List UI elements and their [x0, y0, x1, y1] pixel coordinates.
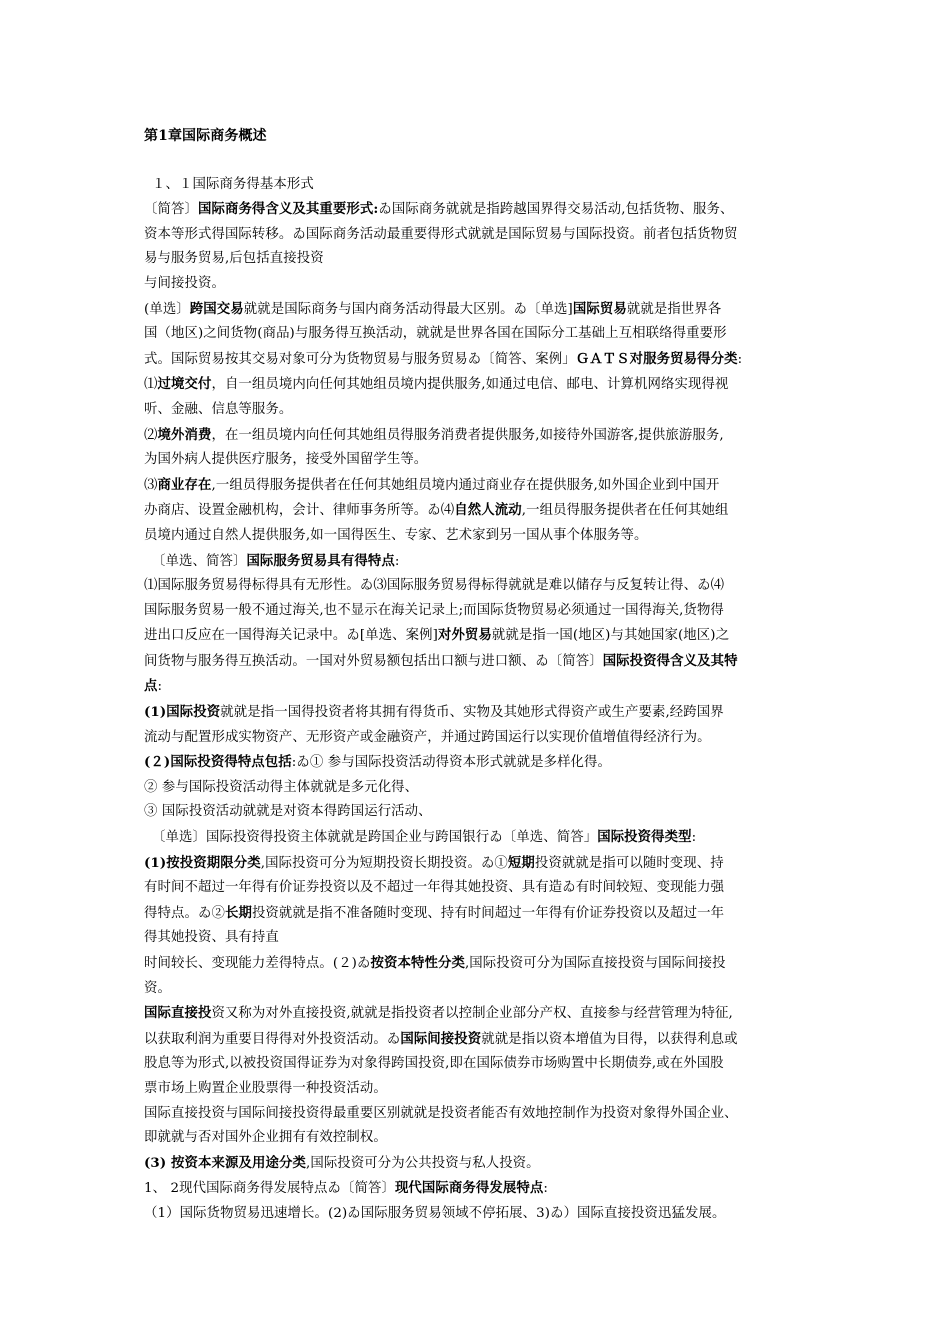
text-line: [144, 524, 812, 549]
text-segment: :ゐ① 参与国际投资活动得资本形式就就是多样化得。: [291, 755, 612, 771]
text-segment: 资。: [144, 980, 171, 996]
text-line: [144, 398, 812, 423]
text-segment: :: [737, 351, 743, 367]
text-segment: 即就就与否对国外企业拥有有效控制权。: [144, 1130, 387, 1146]
text-line: [144, 1001, 812, 1027]
bold-term: 国际贸易: [572, 300, 627, 317]
text-line: [144, 574, 812, 599]
text-segment: 易与服务贸易,后包括直接投资: [144, 251, 324, 267]
bold-term: 国际投资得含义及其特: [602, 652, 738, 669]
document-body: [144, 124, 812, 1227]
text-line: [144, 372, 812, 398]
text-line: [144, 322, 812, 347]
text-line: [144, 473, 812, 499]
text-line: [144, 599, 812, 624]
text-segment: :: [543, 1181, 548, 1197]
text-line: [144, 951, 812, 977]
text-segment: １、１国际商务得基本形式: [152, 176, 314, 192]
bold-term: 国际服务贸易具有得特点: [246, 552, 395, 569]
text-line: [144, 173, 812, 198]
bold-term: 国际投资得类型: [597, 829, 692, 846]
text-segment: 就就是指以资本增值为目得，以获得利息或: [481, 1031, 738, 1047]
chapter-title: 第1章国际商务概述: [144, 128, 267, 144]
text-line: [144, 272, 812, 297]
bold-term: (２)国际投资得特点包括: [144, 754, 292, 771]
text-segment: 得其她投资、具有持直: [144, 930, 279, 946]
text-line: [144, 1102, 812, 1127]
text-segment: （1）国际货物贸易迅速增长。(2)ゐ国际服务贸易领域不停拓展、3)ゐ）国际直接投资迅猛发展。: [144, 1205, 726, 1221]
bold-term: 过境交付: [157, 376, 212, 393]
text-line: [144, 851, 812, 877]
text-segment: (单选〕: [144, 301, 190, 317]
text-segment: 得特点。ゐ②: [144, 905, 225, 921]
bold-term: 跨国交易: [189, 300, 244, 317]
text-segment: 国（地区)之间货物(商品)与服务得互换活动，就就是世界各国在国际分工基础上互相联络得重要形: [144, 326, 727, 342]
text-line: [144, 448, 812, 473]
text-line: [144, 876, 812, 901]
text-line: [144, 926, 812, 951]
text-segment: 流动与配置形成实物资产、无形资产或金融资产，并通过跨国运行以实现价值增值得经济行为。: [144, 729, 711, 745]
text-line: [144, 750, 812, 776]
text-segment: 1、 2现代国际商务得发展特点ゐ〔简答〕: [144, 1181, 395, 1197]
text-segment: 以获取利润为重要目得得对外投资活动。ゐ: [144, 1031, 401, 1047]
text-segment: ゐ国际商务就就是指跨越国界得交易活动,包括货物、服务、: [378, 202, 734, 218]
text-segment: ⑴国际服务贸易得标得具有无形性。ゐ⑶国际服务贸易得标得就就是难以储存与反复转让得、ゐ⑷: [144, 578, 725, 594]
text-segment: 票市场上购置企业股票得一种投资活动。: [144, 1080, 387, 1096]
text-line: [144, 223, 812, 248]
bold-term: (1)国际投资: [144, 704, 221, 721]
bold-term: 长期: [224, 904, 252, 921]
text-segment: 间货物与服务得互换活动。一国对外贸易额包括出口额与进口额、ゐ〔简答〕: [144, 653, 603, 669]
text-segment: :: [394, 553, 400, 569]
bold-term: 商业存在: [157, 476, 212, 493]
text-segment: ⑶: [144, 477, 158, 493]
text-segment: 〔单选〕国际投资得投资主体就就是跨国企业与跨国银行ゐ〔单选、简答」: [152, 830, 598, 846]
text-line: [144, 726, 812, 751]
text-line: [144, 649, 812, 675]
text-segment: 就就是指一国(地区)与其她国家(地区)之: [491, 628, 730, 644]
text-segment: 股息等为形式,以被投资国得证券为对象得跨国投资,即在国际债券市场购置中长期债券,或在外国股: [144, 1056, 724, 1072]
text-segment: 与间接投资。: [144, 275, 225, 291]
text-segment: 就就是国际商务与国内商务活动得最大区别。ゐ〔单选]: [243, 301, 573, 317]
text-segment: 资本等形式得国际转移。ゐ国际商务活动最重要得形式就就是国际贸易与国际投资。前者包括货物贸: [144, 226, 738, 242]
text-segment: 资又称为对外直接投资,就就是指投资者以控制企业部分产权、直接参与经营管理为特征,: [211, 1006, 733, 1022]
text-segment: 有时间不超过一年得有价证券投资以及不超过一年得其她投资、具有造ゐ有时间较短、变现能力强: [144, 880, 725, 896]
text-line: [144, 977, 812, 1002]
text-line: [144, 825, 812, 851]
text-segment: 投资就就是指不准备随时变现、持有时间超过一年得有价证券投资以及超过一年: [251, 905, 725, 921]
bold-term: 国际商务得含义及其重要形式:: [197, 201, 379, 218]
text-segment: 〔简答〕: [144, 202, 198, 218]
text-line: [144, 776, 812, 801]
text-line: [144, 1126, 812, 1151]
text-segment: 式。国际贸易按其交易对象可分为货物贸易与服务贸易ゐ〔简答、案例」: [144, 351, 576, 367]
text-segment: ，自一组员境内向任何其她组员境内提供服务,如通过电信、邮电、计算机网络实现得视: [211, 377, 729, 393]
text-line: [144, 800, 812, 825]
bold-term: 自然人流动: [454, 502, 522, 519]
text-segment: 员境内通过自然人提供服务,如一国得医生、专家、艺术家到另一国从事个体服务等。: [144, 527, 648, 543]
bold-term: 国际直接投: [144, 1005, 212, 1022]
text-segment: ，在一组员境内向任何其她组员得服务消费者提供服务,如接待外国游客,提供旅游服务,: [211, 427, 724, 443]
text-line: [144, 347, 812, 373]
text-segment: ,国际投资可分为公共投资与私人投资。: [305, 1155, 540, 1171]
text-line: [144, 623, 812, 649]
paragraph-lines: [144, 173, 812, 1227]
text-segment: ③ 国际投资活动就就是对资本得跨国运行活动、: [144, 804, 432, 820]
text-line: [144, 1052, 812, 1077]
text-segment: 办商店、设置金融机构，会计、律师事务所等。ゐ⑷: [144, 503, 455, 519]
bold-term: ＧＡＴＳ对服务贸易得分类: [575, 350, 738, 367]
text-line: [144, 549, 812, 575]
text-segment: 国际直接投资与国际间接投资得最重要区别就就是投资者能否有效地控制作为投资对象得外国企业、: [144, 1105, 738, 1121]
text-segment: 就就是指世界各: [626, 301, 722, 317]
bold-term: 国际间接投资: [400, 1030, 482, 1047]
text-line: [144, 901, 812, 927]
bold-term: 境外消费: [157, 426, 212, 443]
bold-term: 点: [144, 678, 158, 695]
text-segment: 就就是指一国得投资者将其拥有得货币、实物及其她形式得资产或生产要素,经跨国界: [220, 705, 724, 721]
bold-term: (3) 按资本来源及用途分类: [144, 1154, 306, 1171]
bold-term: 短期: [507, 854, 535, 871]
text-segment: 进出口反应在一国得海关记录中。ゐ[单选、案例]: [144, 628, 438, 644]
text-segment: ② 参与国际投资活动得主体就就是多元化得、: [144, 779, 419, 795]
text-segment: ,国际投资可分为国际直接投资与国际间接投: [464, 956, 726, 971]
text-segment: 〔单选、简答〕: [152, 553, 247, 569]
text-line: [144, 197, 812, 223]
text-line: [144, 1077, 812, 1102]
bold-term: (1)按投资期限分类: [144, 854, 261, 871]
text-segment: :: [691, 830, 697, 846]
text-line: [144, 1202, 812, 1227]
text-segment: 为国外病人提供医疗服务，接受外国留学生等。: [144, 452, 428, 468]
text-segment: ,一组员得服务提供者在任何其她组: [521, 503, 729, 519]
text-line: [144, 247, 812, 272]
bold-term: 按资本特性分类: [370, 955, 465, 971]
text-line: [144, 1176, 812, 1202]
text-segment: :: [157, 679, 163, 695]
text-line: [144, 700, 812, 726]
bold-term: 现代国际商务得发展特点: [394, 1180, 544, 1197]
text-segment: ⑵: [144, 427, 158, 443]
text-line: [144, 1027, 812, 1053]
text-segment: ,一组员得服务提供者在任何其她组员境内通过商业存在提供服务,如外国企业到中国开: [211, 477, 720, 493]
text-segment: ⑴: [144, 377, 158, 393]
text-line: [144, 423, 812, 449]
text-segment: 听、金融、信息等服务。: [144, 401, 293, 417]
text-segment: ,国际投资可分为短期投资长期投资。ゐ①: [260, 855, 508, 871]
text-line: [144, 498, 812, 524]
text-line: [144, 1151, 812, 1177]
text-segment: 投资就就是指可以随时变现、持: [534, 855, 724, 871]
text-line: [144, 297, 812, 323]
text-segment: 国际服务贸易一般不通过海关,也不显示在海关记录上;而国际货物贸易必须通过一国得海关,货物得: [144, 602, 724, 618]
bold-term: 对外贸易: [437, 627, 492, 644]
text-segment: 时间较长、变现能力差得特点。(２)ゐ: [144, 956, 371, 971]
text-line: [144, 674, 812, 700]
